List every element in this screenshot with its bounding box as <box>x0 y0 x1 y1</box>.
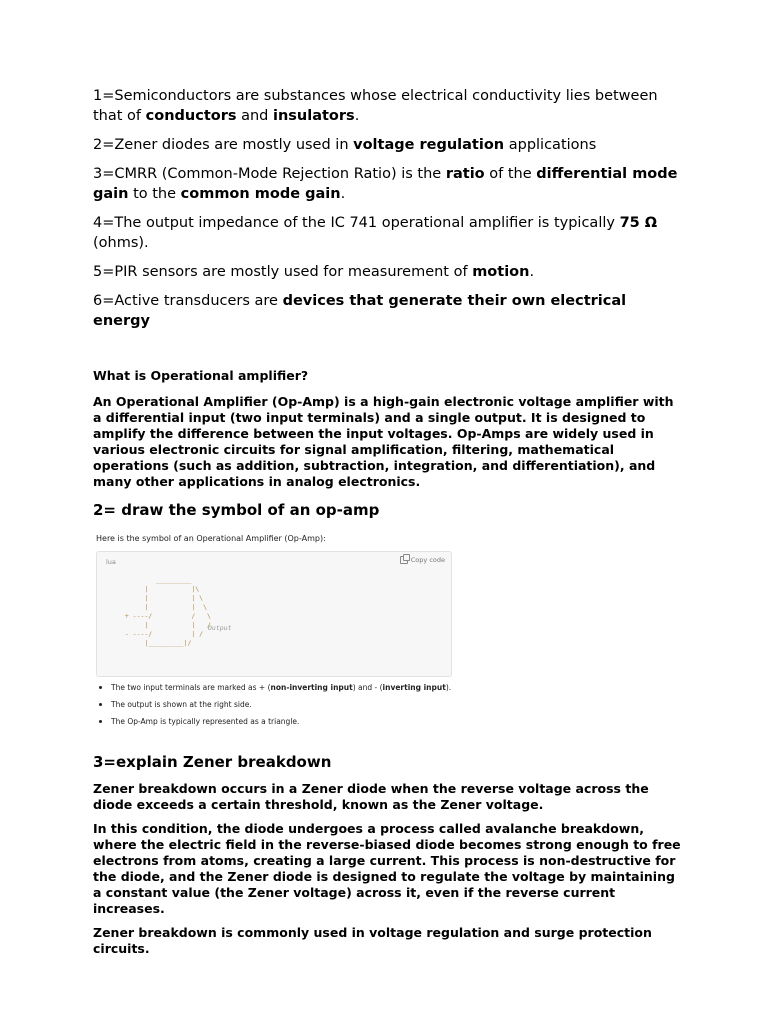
zener-paragraph-3: Zener breakdown is commonly used in voltage regulation and surge protection circuits. <box>93 925 652 956</box>
output-label: Output <box>208 624 232 632</box>
zener-paragraph-2: In this condition, the diode undergoes a process called avalanche breakdown, where the electric field in the reverse-biased diode becomes strong enough to free electrons from atoms, creating a large current. This process is non-destructive for the diode, and the Zener diode is designed to regulate the voltage by maintaining a constant value (the Zener voltage) across it, even if the reverse current increases. <box>93 821 681 916</box>
code-block <box>96 551 452 677</box>
opamp-ascii-art: _________ | |\ | | \ | | \ + ----/ / \ | | / - ----/ | / |_________|/ <box>124 576 211 647</box>
opamp-symbol-screenshot <box>93 534 453 739</box>
answer-6: 6=Active transducers are devices that generate their own electrical energy <box>93 293 627 329</box>
list-item: The Op-Amp is typically represented as a triangle. <box>96 718 451 726</box>
opamp-definition-paragraph: An Operational Amplifier (Op-Amp) is a high-gain electronic voltage amplifier with a differential input (two input terminals) and a single output. It is designed to amplify the difference between the input voltages. Op-Amps are widely used in various electronic circuits for signal amplification, filtering, mathematical operations (such as addition, subtraction, integration, and differentiation), and many other applications in analog electronics. <box>93 394 674 489</box>
zener-heading: 3=explain Zener breakdown <box>93 753 332 771</box>
answer-2: 2=Zener diodes are mostly used in voltage regulation applications <box>93 137 597 153</box>
code-language-label: lua <box>106 558 116 566</box>
document-page <box>93 86 683 965</box>
opamp-question-heading: What is Operational amplifier? <box>93 368 309 383</box>
answer-5: 5=PIR sensors are mostly used for measurement of motion. <box>93 264 535 280</box>
symbol-notes-list <box>96 684 451 735</box>
symbol-heading: 2= draw the symbol of an op-amp <box>93 501 380 519</box>
copy-code-label: Copy code <box>410 556 445 564</box>
copy-code-button[interactable] <box>400 556 445 564</box>
copy-icon <box>400 556 408 564</box>
list-item: The two input terminals are marked as + (non-inverting input) and - (inverting input). <box>96 684 451 692</box>
answer-1: 1=Semiconductors are substances whose electrical conductivity lies between that of conductors and insulators. <box>93 88 658 124</box>
zener-paragraph-1: Zener breakdown occurs in a Zener diode when the reverse voltage across the diode exceeds a certain threshold, known as the Zener voltage. <box>93 781 649 812</box>
answer-3: 3=CMRR (Common-Mode Rejection Ratio) is the ratio of the differential mode gain to the common mode gain. <box>93 166 678 202</box>
answer-4: 4=The output impedance of the IC 741 operational amplifier is typically 75 Ω (ohms). <box>93 215 658 251</box>
list-item: The output is shown at the right side. <box>96 701 451 709</box>
symbol-caption: Here is the symbol of an Operational Amplifier (Op-Amp): <box>96 534 326 543</box>
